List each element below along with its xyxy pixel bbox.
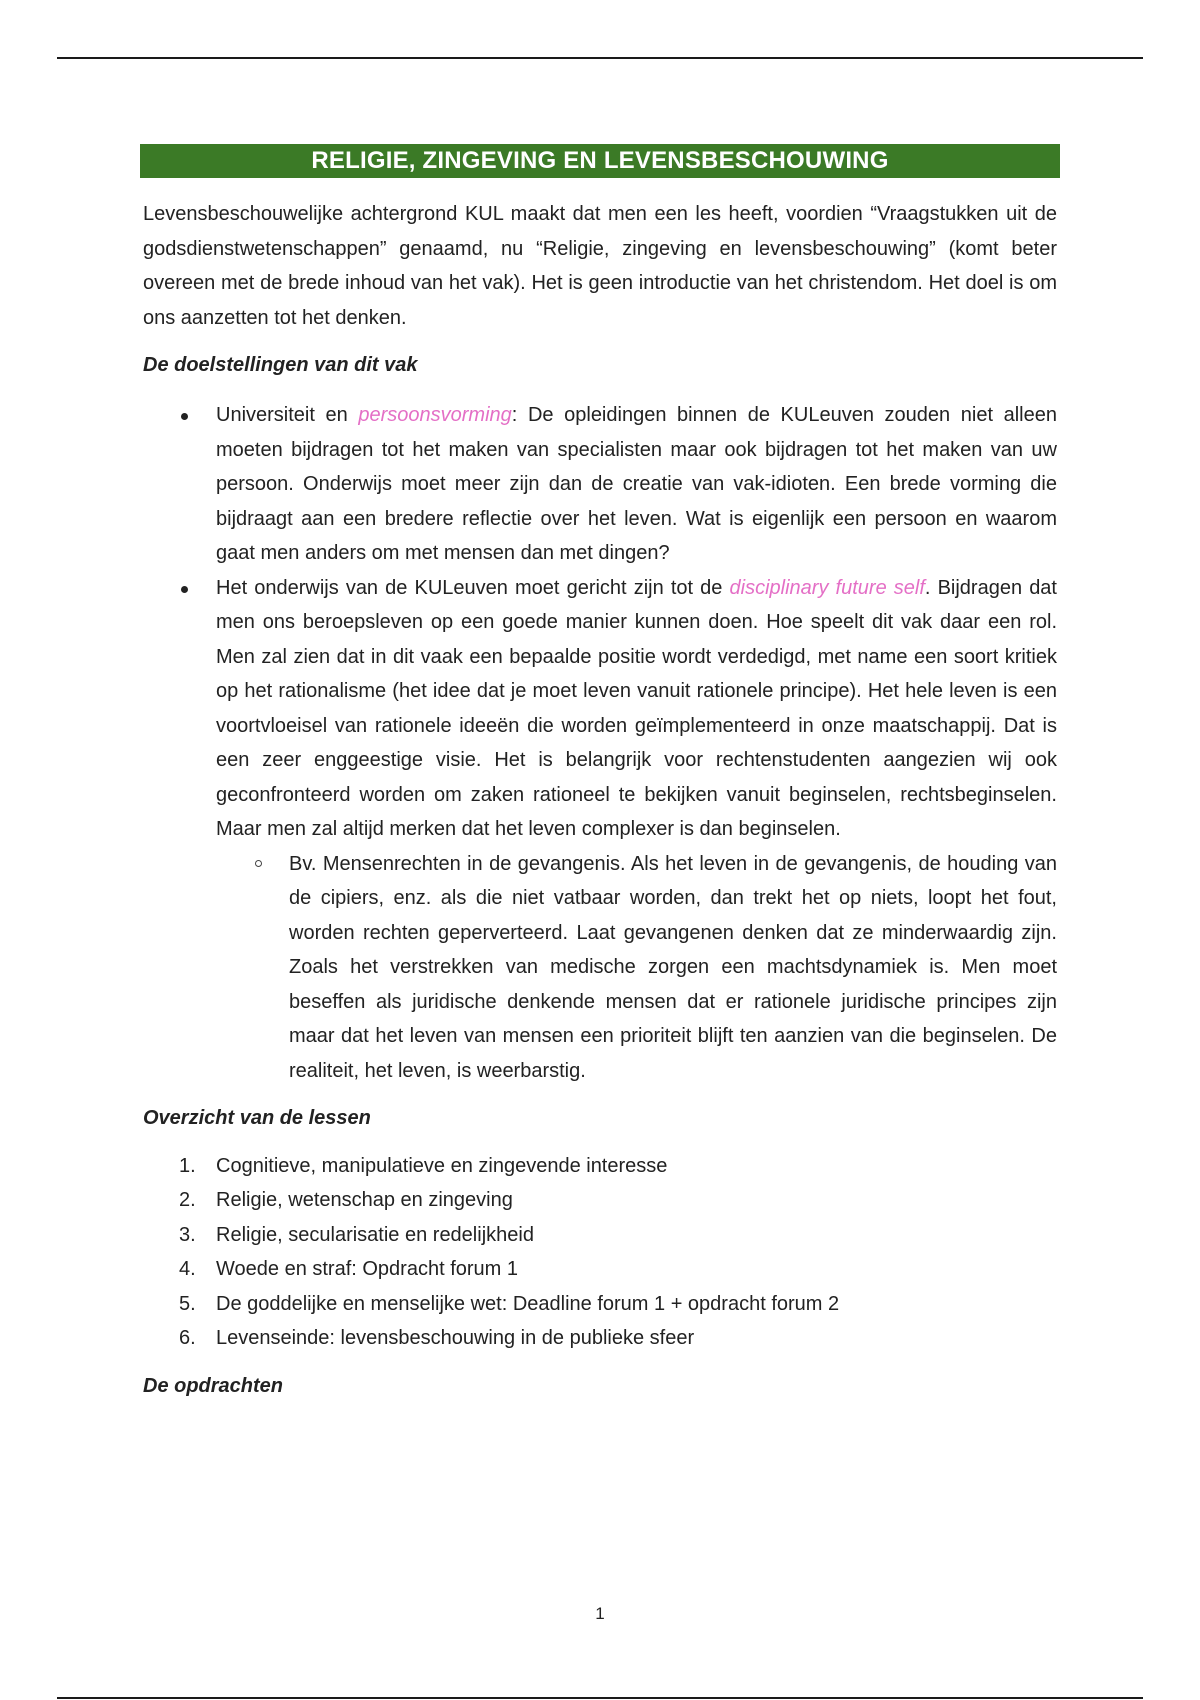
goal-subitem: Bv. Mensenrechten in de gevangenis. Als het leven in de gevangenis, de houding van de cipiers, enz. als die niet vatbaar worden, dan trekt het op niets, loopt het fout, worden rechten geperverteerd. Laat gevangenen denken dat ze minderwaardig zijn. Zoals het verstrekken van medische zorgen een machtsdynamiek is. Men moet beseffen als juridische denkende mensen dat er rationele juridische principes zijn maar dat het leven van mensen een prioriteit blijft ten aanzien van die beginselen. De realiteit, het leven, is weerbarstig. [216, 847, 1057, 1089]
lesson-number: 3. [179, 1223, 196, 1246]
goal-item [143, 398, 1057, 571]
goals-list [143, 398, 1057, 1088]
lesson-item [143, 1287, 1057, 1321]
document-body [143, 197, 1057, 1403]
lesson-text: Levenseinde: levensbeschouwing in de publieke sfeer [216, 1327, 695, 1350]
lesson-number: 4. [179, 1258, 196, 1281]
goal-item-text: Het onderwijs van de KULeuven moet gericht zijn tot de [216, 576, 730, 599]
intro-paragraph: Levensbeschouwelijke achtergrond KUL maakt dat men een les heeft, voordien “Vraagstukken uit de godsdienstwetenschappen” genaamd, nu “Religie, zingeving en levensbeschouwing” (komt beter overeen met de brede inhoud van het vak). Het is geen introductie van het christendom. Het doel is om ons aanzetten tot het denken. [143, 203, 1057, 329]
lesson-text: Woede en straf: Opdracht forum 1 [216, 1258, 519, 1281]
footer-rule [57, 1697, 1143, 1699]
header-rule [57, 57, 1143, 59]
lesson-text: Religie, wetenschap en zingeving [216, 1189, 513, 1212]
lesson-item [143, 1252, 1057, 1286]
document-title: RELIGIE, ZINGEVING EN LEVENSBESCHOUWING [140, 144, 1060, 178]
lessons-heading: Overzicht van de lessen [143, 1107, 371, 1129]
lesson-item [143, 1218, 1057, 1252]
lesson-number: 5. [179, 1292, 196, 1315]
lesson-item [143, 1321, 1057, 1355]
lesson-item [143, 1149, 1057, 1183]
goal-item [143, 571, 1057, 1089]
lesson-number: 6. [179, 1327, 196, 1350]
goal-item-text: Universiteit en [216, 404, 359, 426]
lesson-number: 1. [179, 1155, 196, 1177]
assignments-heading: De opdrachten [143, 1375, 284, 1398]
lessons-list [143, 1149, 1057, 1355]
lesson-number: 2. [179, 1189, 196, 1212]
goals-heading: De doelstellingen van dit vak [143, 354, 418, 376]
lesson-text: Cognitieve, manipulatieve en zingevende interesse [216, 1155, 668, 1177]
lesson-text: De goddelijke en menselijke wet: Deadline forum 1 + opdracht forum 2 [216, 1292, 840, 1315]
goal-highlight: persoonsvorming [358, 404, 512, 426]
lesson-text: Religie, secularisatie en redelijkheid [216, 1223, 534, 1246]
goal-item-text: : De opleidingen binnen de KULeuven zouden niet alleen moeten bijdragen tot het maken van specialisten maar ook bijdragen tot het maken van uw persoon. Onderwijs moet meer zijn dan de creatie van vak-idioten. Een brede vorming die bijdraagt aan een bredere reflectie over het leven. Wat is eigenlijk een persoon en waarom gaat men anders om met mensen dan met dingen? [216, 404, 1057, 564]
goal-item-text: . Bijdragen dat men ons beroepsleven op een goede manier kunnen doen. Hoe speelt dit vak daar een rol. Men zal zien dat in dit vaak een bepaalde positie wordt verdedigd, met name een soort kritiek op het rationalisme (het idee dat je moet leven vanuit rationele principe). Het hele leven is een voortvloeisel van rationele ideeën die worden geïmplementeerd in onze maatschappij. Dat is een zeer enggeestige visie. Het is belangrijk voor rechtenstudenten aangezien wij ook geconfronteerd worden om zaken rationeel te bekijken vanuit beginselen, rechtsbeginselen. Maar men zal altijd merken dat het leven complexer is dan beginselen. [216, 576, 1057, 840]
lesson-item [143, 1183, 1057, 1217]
goal-sublist [216, 847, 1057, 1089]
page-number: 1 [595, 1604, 605, 1623]
goal-highlight: disciplinary future self [729, 576, 925, 599]
